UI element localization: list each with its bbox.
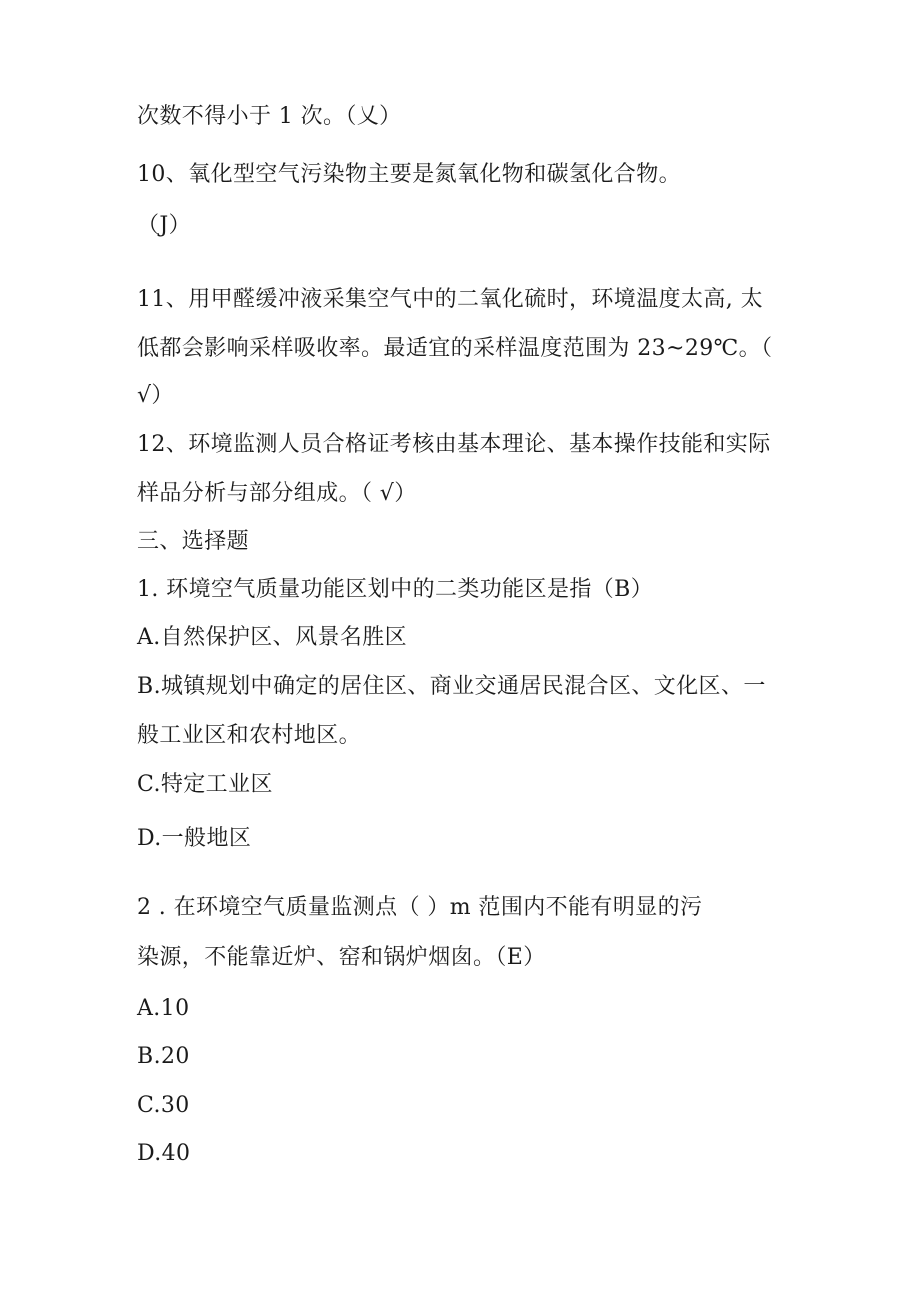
option-a: A.自然保护区、风景名胜区 <box>137 625 408 650</box>
option-b-line-1: B.城镇规划中确定的居住区、商业交通居民混合区、文化区、一 <box>137 674 766 699</box>
choice-question-1: 1. 环境空气质量功能区划中的二类功能区是指（B） <box>137 577 654 602</box>
question-11-line-2: 低都会影响采样吸收率。最适宜的采样温度范围为 23~29℃。（ <box>137 336 773 361</box>
question-10-line: 10、氧化型空气污染物主要是氮氧化物和碳氢化合物。 <box>137 162 681 187</box>
option-d: D.40 <box>137 1141 191 1166</box>
question-12-line-1: 12、环境监测人员合格证考核由基本理论、基本操作技能和实际 <box>137 432 771 457</box>
option-b-line-2: 般工业区和农村地区。 <box>137 723 362 748</box>
choice-question-2-line-2: 染源，不能靠近炉、窑和锅炉烟囱。（E） <box>137 945 546 970</box>
question-11-line-1: 11、用甲醛缓冲液采集空气中的二氧化硫时，环境温度太高, 太 <box>137 287 763 312</box>
question-12-line-2: 样品分析与部分组成。（ √） <box>137 481 417 506</box>
option-d: D.一般地区 <box>137 826 252 851</box>
answer-11-line: √） <box>137 383 174 408</box>
option-b: B.20 <box>137 1044 190 1069</box>
text-line: 次数不得小于 1 次。（乂） <box>137 104 402 129</box>
option-c: C.30 <box>137 1093 190 1118</box>
answer-10-line: （J） <box>137 213 192 238</box>
choice-question-2-line-1: 2 . 在环境空气质量监测点（ ）m 范围内不能有明显的污 <box>137 895 703 920</box>
option-a: A.10 <box>137 996 190 1021</box>
section-heading: 三、选择题 <box>137 529 250 554</box>
option-c: C.特定工业区 <box>137 772 273 797</box>
